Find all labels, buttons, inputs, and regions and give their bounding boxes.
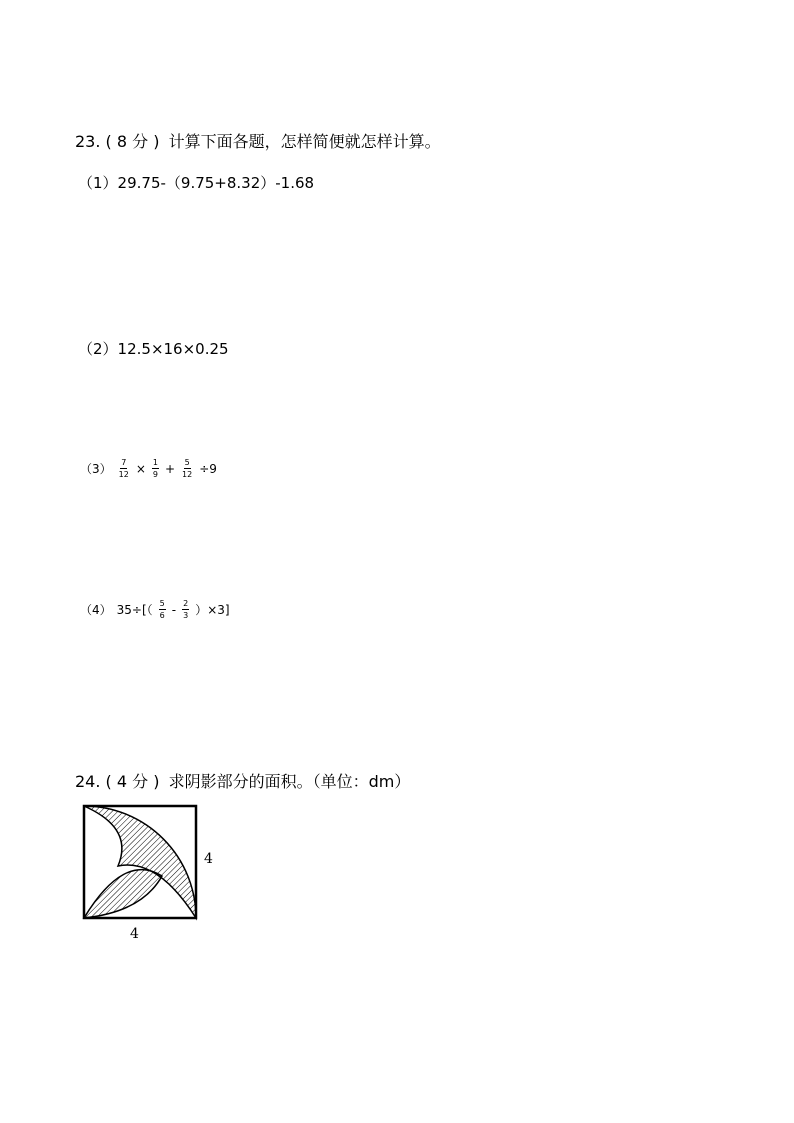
operator: - <box>171 602 177 617</box>
subproblem-expression: 29.75-（9.75+8.32）-1.68 <box>117 174 315 192</box>
subproblem-label: （3） <box>80 462 112 476</box>
operator: × <box>135 461 146 476</box>
question-score: ( 4 分 ) <box>105 772 160 791</box>
expression-tail: ）×3] <box>195 603 230 617</box>
question-number: 23. <box>75 132 101 151</box>
fraction-denominator: 12 <box>118 470 129 479</box>
expression-head: 35÷[（ <box>116 603 153 617</box>
side-label-right: 4 <box>204 851 213 867</box>
question-23-header <box>75 129 441 152</box>
fraction-numerator: 2 <box>183 599 189 608</box>
question-prompt: 求阴影部分的面积。（单位：dm） <box>168 772 411 791</box>
fraction-denominator: 3 <box>183 611 189 620</box>
fraction <box>159 599 166 620</box>
fraction-denominator: 12 <box>182 470 193 479</box>
fraction <box>152 458 159 479</box>
fraction-numerator: 5 <box>184 458 190 467</box>
subproblem-label: （1） <box>78 174 118 192</box>
question-24-header <box>75 769 410 792</box>
shaded-lens <box>84 870 162 918</box>
operator: + <box>164 461 176 476</box>
fraction <box>181 458 193 479</box>
fraction-numerator: 7 <box>121 458 127 467</box>
subproblem-label: （2） <box>78 340 118 358</box>
subproblem-label: （4） <box>80 603 112 617</box>
question-number: 24. <box>75 772 101 791</box>
subproblem-expression: 12.5×16×0.25 <box>117 340 229 358</box>
expression-tail: ÷9 <box>199 461 217 476</box>
fraction <box>182 599 189 620</box>
subproblem-3 <box>80 458 217 479</box>
fraction-numerator: 1 <box>152 458 158 467</box>
side-label-bottom: 4 <box>130 926 139 942</box>
question-prompt: 计算下面各题，怎样简便就怎样计算。 <box>168 132 441 151</box>
subproblem-1 <box>78 172 314 193</box>
question-score: ( 8 分 ) <box>105 132 160 151</box>
fraction-denominator: 9 <box>152 470 158 479</box>
fraction-denominator: 6 <box>159 611 165 620</box>
subproblem-2 <box>78 338 229 359</box>
fraction <box>118 458 130 479</box>
subproblem-4 <box>80 599 230 620</box>
fraction-numerator: 5 <box>159 599 165 608</box>
shaded-area-figure <box>78 800 228 945</box>
